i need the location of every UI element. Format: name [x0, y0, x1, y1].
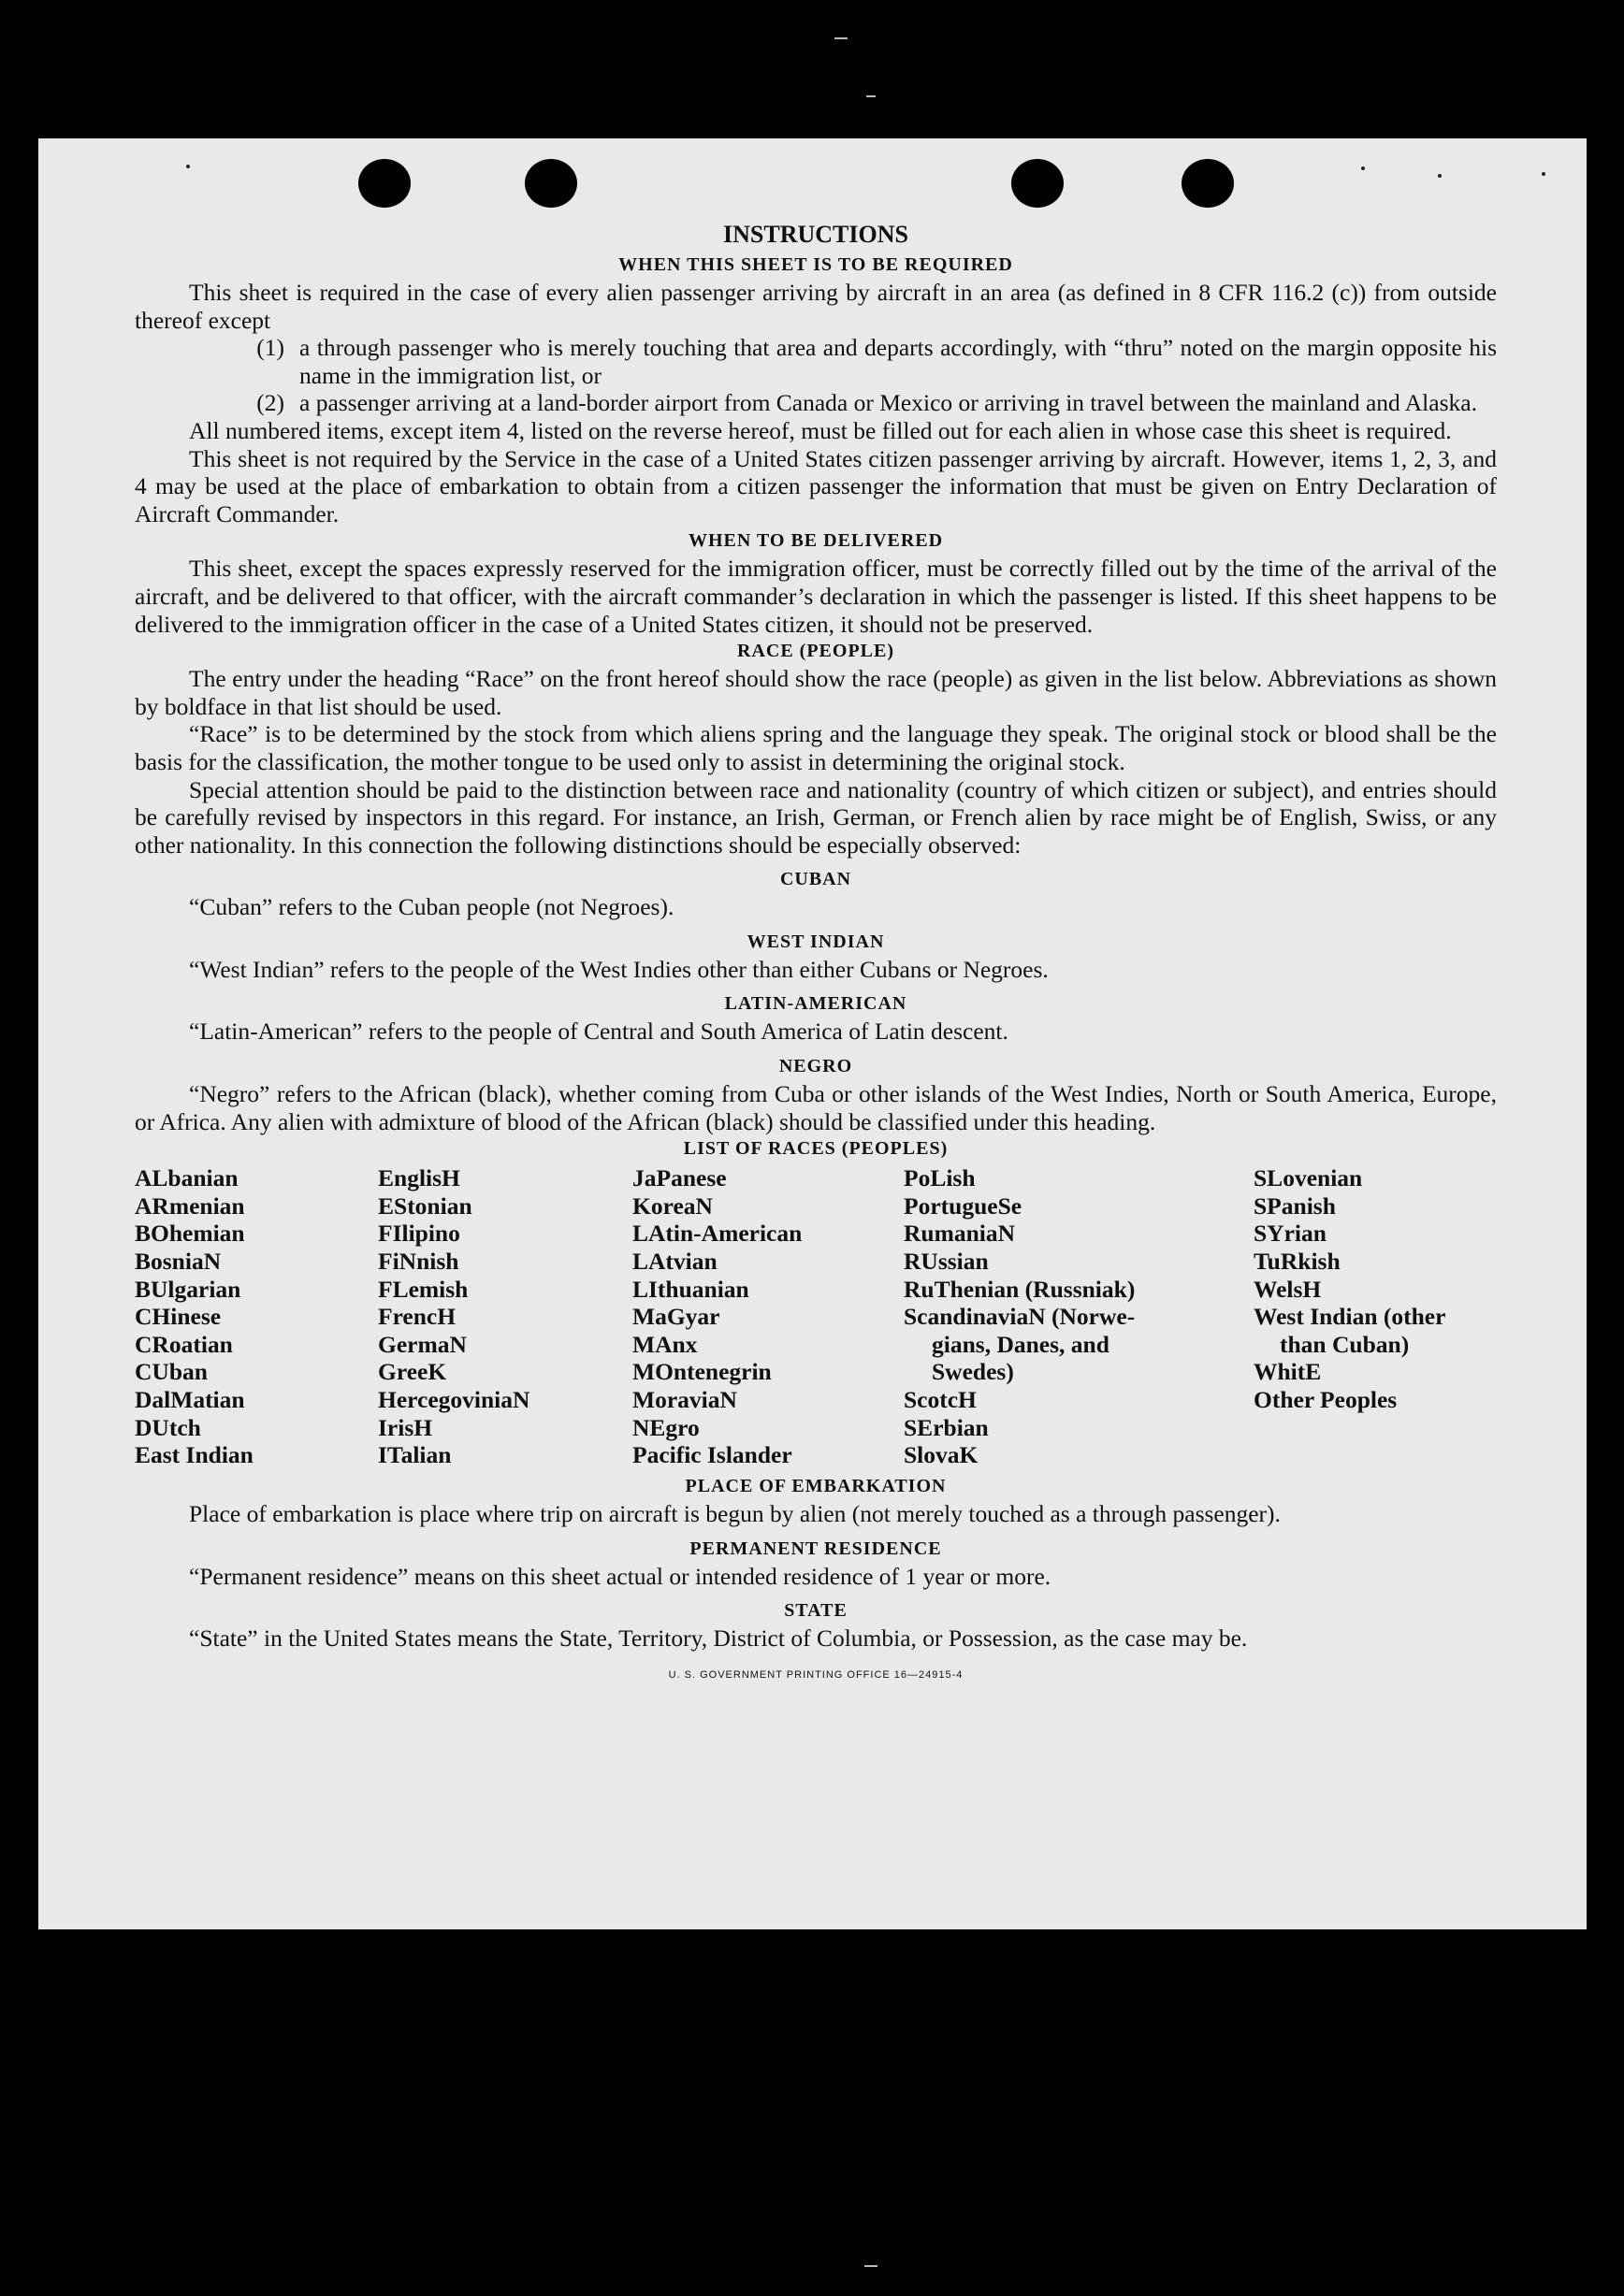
race-entry: SlovaK	[904, 1441, 979, 1469]
race-entry: FIlipino	[378, 1220, 460, 1248]
race-entry: NEgro	[632, 1413, 700, 1441]
race-entry: SPanish	[1254, 1191, 1336, 1220]
scan-mark	[864, 2265, 877, 2267]
race-entry: than Cuban)	[1280, 1330, 1410, 1358]
paragraph: “Latin-American” refers to the people of Central and South America of Latin descent.	[189, 1018, 1008, 1046]
race-entry: PoLish	[904, 1164, 976, 1192]
race-entry: LIthuanian	[632, 1275, 749, 1303]
speck	[1542, 172, 1545, 176]
list-item	[135, 334, 1497, 389]
list-item	[135, 389, 1497, 417]
race-entry: East Indian	[135, 1441, 254, 1469]
race-entry: LAtvian	[632, 1248, 718, 1276]
paragraph: “West Indian” refers to the people of the West Indies other than either Cubans or Negroes.	[189, 955, 1049, 983]
race-entry: HercegoviniaN	[378, 1386, 530, 1413]
race-entry: TuRkish	[1254, 1248, 1341, 1276]
race-entry: gians, Danes, and	[932, 1330, 1109, 1358]
section-heading: PERMANENT RESIDENCE	[689, 1538, 942, 1559]
race-entry: ScotcH	[904, 1386, 977, 1413]
section-heading: NEGRO	[778, 1056, 853, 1077]
race-entry: RumaniaN	[904, 1220, 1016, 1248]
race-entry: DUtch	[135, 1413, 201, 1441]
section-heading: CUBAN	[779, 869, 852, 890]
document-body	[135, 218, 1497, 1690]
paragraph: Place of embarkation is place where trip on aircraft is begun by alien (not merely touched as a through passenger).	[189, 1500, 1281, 1528]
race-entry: ITalian	[378, 1441, 452, 1469]
race-entry: CRoatian	[135, 1330, 233, 1358]
race-entry: DalMatian	[135, 1386, 245, 1413]
section-heading: STATE	[784, 1600, 848, 1622]
scan-mark	[834, 37, 848, 39]
race-entry: KoreaN	[632, 1191, 713, 1220]
race-entry: CHinese	[135, 1303, 222, 1331]
punch-hole	[1011, 159, 1064, 208]
race-entry: FrencH	[378, 1303, 457, 1331]
paragraph: “Negro” refers to the African (black), whether coming from Cuba or other islands of the West Indies, North or South America, Europe, or Africa. Any alien with admixture of blood of the African (black) should be classified under this heading.	[135, 1080, 1497, 1135]
item-number: (1)	[256, 334, 284, 362]
speck	[1361, 166, 1365, 170]
item-text: a through passenger who is merely touching that area and departs accordingly, with “thru” noted on the margin opposite his name in the immigration list, or	[299, 334, 1497, 389]
speck	[186, 165, 190, 168]
race-entry: West Indian (other	[1254, 1303, 1446, 1331]
paragraph: “State” in the United States means the State, Territory, District of Columbia, or Possession, as the case may be.	[189, 1625, 1248, 1653]
race-entry: PortugueSe	[904, 1191, 1022, 1220]
paragraph: The entry under the heading “Race” on the front hereof should show the race (people) as given in the list below. Abbreviations as shown by boldface in that list should be used.	[135, 665, 1497, 720]
paragraph: All numbered items, except item 4, listed on the reverse hereof, must be filled out for each alien in whose case this sheet is required.	[189, 416, 1452, 444]
item-number: (2)	[256, 389, 284, 417]
paragraph: Special attention should be paid to the distinction between race and nationality (country of which citizen or subject), and entries should be carefully revised by inspectors in this regard. For instance, an Irish, German, or French alien by race might be of English, Swiss, or any other nationality. In this connection the following distinctions should be especially observed:	[135, 775, 1497, 859]
race-column	[135, 1164, 254, 1469]
race-entry: WhitE	[1254, 1358, 1322, 1386]
race-entry: WelsH	[1254, 1275, 1322, 1303]
section-heading: LATIN-AMERICAN	[724, 993, 907, 1015]
race-entry: GermaN	[378, 1330, 467, 1358]
paragraph: This sheet is required in the case of every alien passenger arriving by aircraft in an area (as defined in 8 CFR 116.2 (c)) from outside thereof except	[135, 279, 1497, 334]
race-column	[1254, 1164, 1497, 1413]
speck	[1438, 174, 1442, 178]
punch-hole	[358, 159, 411, 208]
race-column	[632, 1164, 802, 1469]
race-entry: GreeK	[378, 1358, 447, 1386]
race-entry: RUssian	[904, 1248, 989, 1276]
race-entry: CUban	[135, 1358, 208, 1386]
paragraph: “Cuban” refers to the Cuban people (not Negroes).	[189, 893, 674, 921]
section-heading: WEST INDIAN	[747, 931, 885, 952]
race-entry: SYrian	[1254, 1220, 1327, 1248]
race-entry: EStonian	[378, 1191, 472, 1220]
paragraph: This sheet is not required by the Service in the case of a United States citizen passenger arriving by aircraft. However, items 1, 2, 3, and 4 may be used at the place of embarkation to obtain from a citizen passenger the information that must be given on Entry Declaration of Aircraft Commander.	[135, 444, 1497, 527]
race-entry: Pacific Islander	[632, 1441, 792, 1469]
race-entry: BOhemian	[135, 1220, 245, 1248]
punch-hole	[1182, 159, 1234, 208]
scan-mark	[866, 95, 876, 97]
race-entry: LAtin-American	[632, 1220, 803, 1248]
race-entry: MaGyar	[632, 1303, 720, 1331]
paragraph: “Race” is to be determined by the stock from which aliens spring and the language they speak. The original stock or blood shall be the basis for the classification, the mother tongue to be used only to assist in determining the original stock.	[135, 720, 1497, 775]
race-entry: MOntenegrin	[632, 1358, 772, 1386]
section-heading: WHEN THIS SHEET IS TO BE REQUIRED	[618, 254, 1013, 275]
item-text: a passenger arriving at a land-border airport from Canada or Mexico or arriving in travel between the mainland and Alaska.	[299, 389, 1477, 417]
race-entry: Swedes)	[932, 1358, 1014, 1386]
section-heading: WHEN TO BE DELIVERED	[688, 530, 944, 552]
race-entry: MoraviaN	[632, 1386, 737, 1413]
race-entry: ScandinaviaN (Norwe-	[904, 1303, 1136, 1331]
section-heading: PLACE OF EMBARKATION	[685, 1476, 947, 1497]
section-heading: RACE (PEOPLE)	[737, 641, 894, 662]
section-heading: LIST OF RACES (PEOPLES)	[683, 1138, 949, 1160]
race-column	[904, 1164, 1175, 1469]
paragraph: “Permanent residence” means on this sheet actual or intended residence of 1 year or more.	[189, 1562, 1051, 1590]
punch-hole	[525, 159, 577, 208]
page-title: INSTRUCTIONS	[723, 221, 908, 248]
paragraph: This sheet, except the spaces expressly reserved for the immigration officer, must be correctly filled out by the time of the arrival of the aircraft, and be delivered to that officer, with the aircraft commander’s declaration in which the passenger is listed. If this sheet happens to be delivered to the immigration officer in the case of a United States citizen, it should not be preserved.	[135, 555, 1497, 638]
race-entry: SLovenian	[1254, 1164, 1363, 1192]
race-entry: ALbanian	[135, 1164, 239, 1192]
race-column	[378, 1164, 529, 1469]
document-page	[38, 138, 1587, 1929]
race-entry: MAnx	[632, 1330, 698, 1358]
race-entry: EnglisH	[378, 1164, 460, 1192]
race-entry: BUlgarian	[135, 1275, 241, 1303]
race-entry: RuThenian (Russniak)	[904, 1275, 1136, 1303]
race-entry: FLemish	[378, 1275, 469, 1303]
race-entry: FiNnish	[378, 1248, 459, 1276]
race-entry: IrisH	[378, 1413, 433, 1441]
race-entry: ARmenian	[135, 1191, 245, 1220]
race-entry: BosniaN	[135, 1248, 222, 1276]
printer-imprint: U. S. GOVERNMENT PRINTING OFFICE 16—24915-4	[668, 1669, 964, 1682]
race-list	[135, 1164, 1497, 1473]
race-entry: SErbian	[904, 1413, 989, 1441]
race-entry: Other Peoples	[1254, 1386, 1398, 1413]
race-entry: JaPanese	[632, 1164, 727, 1192]
